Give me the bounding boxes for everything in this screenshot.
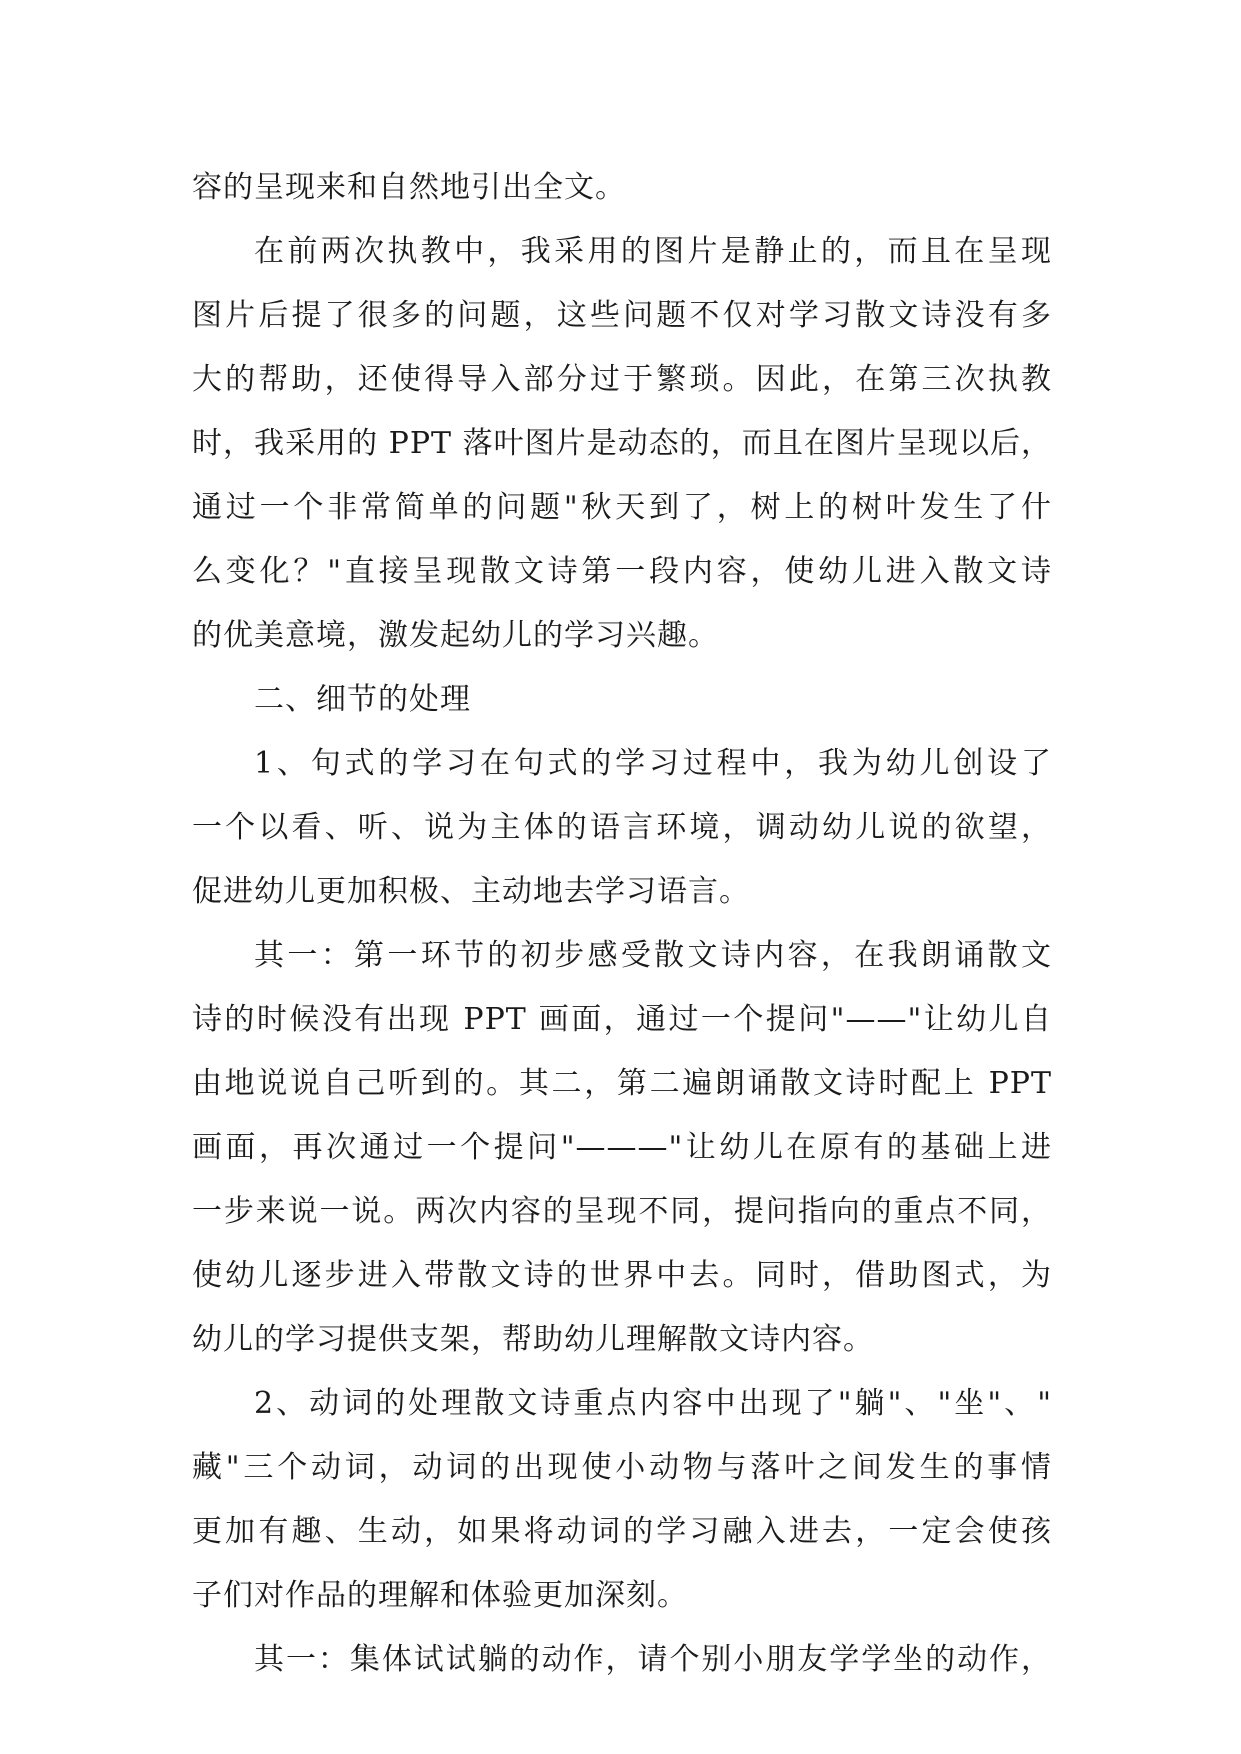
paragraph-line: 一步来说一说。两次内容的呈现不同，提问指向的重点不同， — [192, 1194, 1052, 1229]
paragraph-line: 更加有趣、生动，如果将动词的学习融入进去，一定会使孩 — [192, 1514, 1052, 1549]
paragraph-line: 藏"三个动词，动词的出现使小动物与落叶之间发生的事情 — [192, 1450, 1052, 1485]
paragraph-line: 促进幼儿更加积极、主动地去学习语言。 — [192, 874, 750, 909]
paragraph-line: 由地说说自己听到的。其二，第二遍朗诵散文诗时配上 PPT — [192, 1066, 1052, 1101]
paragraph-line: 其一：集体试试躺的动作，请个别小朋友学学坐的动作， — [254, 1642, 1052, 1677]
paragraph-line: 画面，再次通过一个提问"———"让幼儿在原有的基础上进 — [192, 1130, 1052, 1165]
paragraph-line: 通过一个非常简单的问题"秋天到了，树上的树叶发生了什 — [192, 490, 1052, 525]
paragraph-line: 么变化？"直接呈现散文诗第一段内容，使幼儿进入散文诗 — [192, 554, 1052, 589]
body-text — [192, 162, 1052, 1698]
paragraph-line: 容的呈现来和自然地引出全文。 — [192, 170, 626, 205]
paragraph-line: 2、动词的处理散文诗重点内容中出现了"躺"、"坐"、" — [254, 1386, 1052, 1421]
paragraph-line: 1、句式的学习在句式的学习过程中，我为幼儿创设了 — [254, 746, 1052, 781]
paragraph-line: 子们对作品的理解和体验更加深刻。 — [192, 1578, 688, 1613]
paragraph-line: 的优美意境，激发起幼儿的学习兴趣。 — [192, 618, 719, 653]
paragraph-line: 在前两次执教中，我采用的图片是静止的，而且在呈现 — [254, 234, 1052, 269]
paragraph-line: 大的帮助，还使得导入部分过于繁琐。因此，在第三次执教 — [192, 362, 1052, 397]
paragraph-line: 使幼儿逐步进入带散文诗的世界中去。同时，借助图式，为 — [192, 1258, 1052, 1293]
paragraph-line: 一个以看、听、说为主体的语言环境，调动幼儿说的欲望， — [192, 810, 1052, 845]
paragraph-line: 幼儿的学习提供支架，帮助幼儿理解散文诗内容。 — [192, 1322, 874, 1357]
paragraph-line: 其一：第一环节的初步感受散文诗内容，在我朗诵散文 — [254, 938, 1052, 973]
section-heading: 二、细节的处理 — [254, 682, 471, 717]
paragraph-line: 时，我采用的 PPT 落叶图片是动态的，而且在图片呈现以后， — [192, 426, 1052, 461]
paragraph-line: 图片后提了很多的问题，这些问题不仅对学习散文诗没有多 — [192, 298, 1052, 333]
paragraph-line: 诗的时候没有出现 PPT 画面，通过一个提问"——"让幼儿自 — [192, 1002, 1052, 1037]
